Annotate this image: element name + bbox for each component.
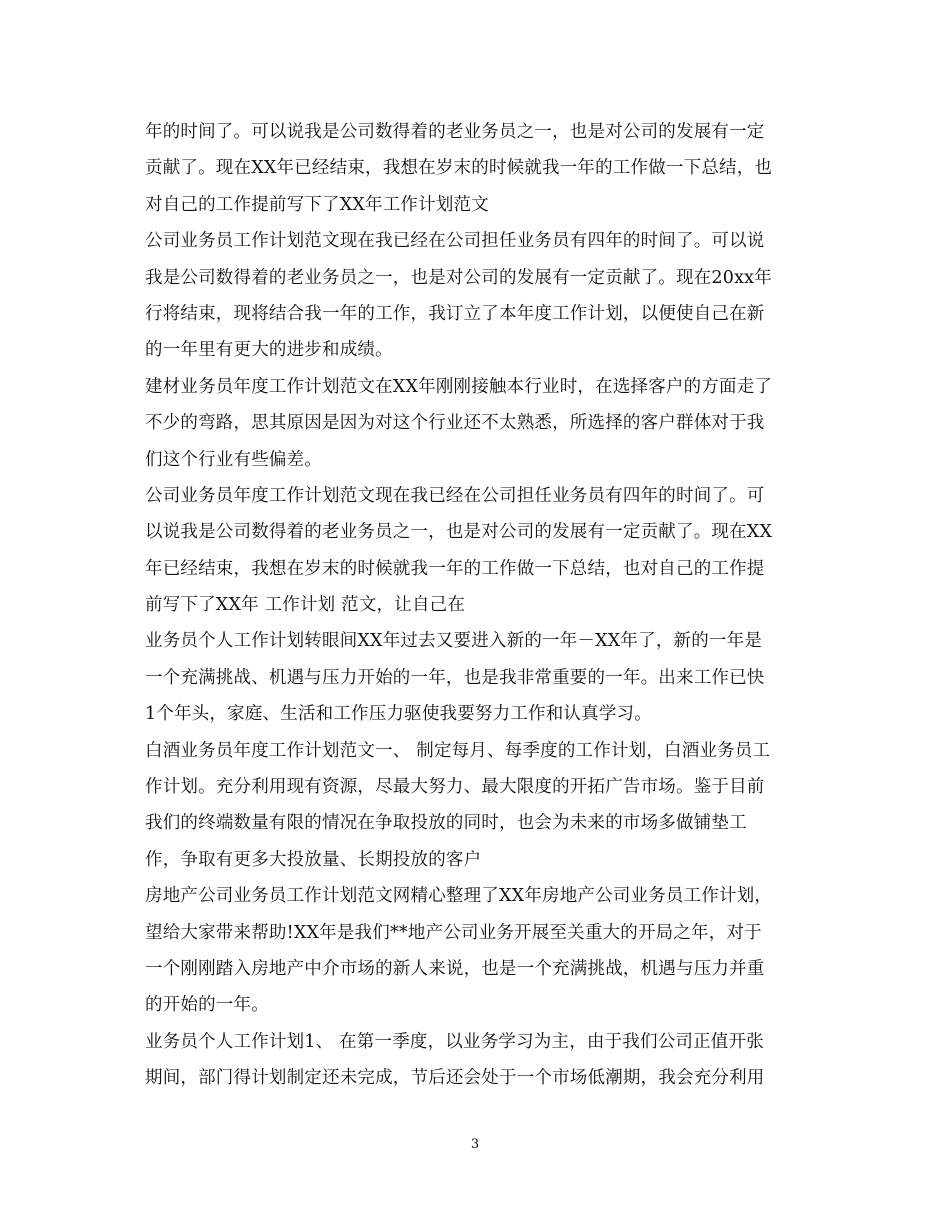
text-line: 对自己的工作提前写下了XX年工作计划范文 [145, 194, 489, 215]
text-line: 业务员个人工作计划1、 在第一季度，以业务学习为主，由于我们公司正值开张 [145, 1031, 764, 1052]
text-line: 业务员个人工作计划转眼间XX年过去又要进入新的一年－XX年了，新的一年是 [145, 631, 763, 652]
text-line: 望给大家带来帮助!XX年是我们**地产公司业务开展至关重大的开局之年，对于 [145, 922, 762, 943]
text-line: 白酒业务员年度工作计划范文一、 制定每月、每季度的工作计划，白酒业务员工 [145, 740, 771, 761]
text-line: 公司业务员工作计划范文现在我已经在公司担任业务员有四年的时间了。可以说 [145, 231, 765, 252]
text-line: 以说我是公司数得着的老业务员之一，也是对公司的发展有一定贡献了。现在XX [145, 522, 773, 543]
text-line: 期间，部门得计划制定还未完成，节后还会处于一个市场低潮期，我会充分利用 [145, 1068, 765, 1089]
text-line: 行将结束，现将结合我一年的工作，我订立了本年度工作计划，以便使自己在新 [145, 303, 765, 324]
document-body [145, 114, 815, 1097]
text-line: 贡献了。现在XX年已经结束，我想在岁末的时候就我一年的工作做一下总结，也 [145, 158, 773, 179]
text-line: 建材业务员年度工作计划范文在XX年刚刚接触本行业时，在选择客户的方面走了 [145, 376, 773, 397]
text-line: 不少的弯路，思其原因是因为对这个行业还不太熟悉，所选择的客户群体对于我 [145, 413, 765, 434]
text-line: 们这个行业有些偏差。 [145, 449, 322, 470]
text-line: 作，争取有更多大投放量、长期投放的客户 [145, 849, 482, 870]
text-line: 1个年头，家庭、生活和工作压力驱使我要努力工作和认真学习。 [145, 704, 652, 725]
page-number: 3 [470, 1137, 480, 1152]
text-line: 的一年里有更大的进步和成绩。 [145, 340, 393, 361]
text-line: 公司业务员年度工作计划范文现在我已经在公司担任业务员有四年的时间了。可 [145, 485, 765, 506]
text-line: 房地产公司业务员工作计划范文网精心整理了XX年房地产公司业务员工作计划， [145, 886, 773, 907]
text-line: 我是公司数得着的老业务员之一，也是对公司的发展有一定贡献了。现在20xx年 [145, 267, 772, 288]
text-line: 的开始的一年。 [145, 995, 269, 1016]
text-line: 我们的终端数量有限的情况在争取投放的同时，也会为未来的市场多做铺垫工 [145, 813, 747, 834]
text-line: 一个充满挑战、机遇与压力开始的一年，也是我非常重要的一年。出来工作已快 [145, 667, 765, 688]
text-line: 作计划。充分利用现有资源，尽最大努力、最大限度的开拓广告市场。鉴于目前 [145, 777, 765, 798]
text-line: 一个刚刚踏入房地产中介市场的新人来说，也是一个充满挑战，机遇与压力并重 [145, 958, 765, 979]
text-line: 年的时间了。可以说我是公司数得着的老业务员之一，也是对公司的发展有一定 [145, 122, 765, 142]
text-line: 前写下了XX年 工作计划 范文，让自己在 [145, 595, 466, 616]
text-line: 年已经结束，我想在岁末的时候就我一年的工作做一下总结，也对自己的工作提 [145, 558, 765, 579]
